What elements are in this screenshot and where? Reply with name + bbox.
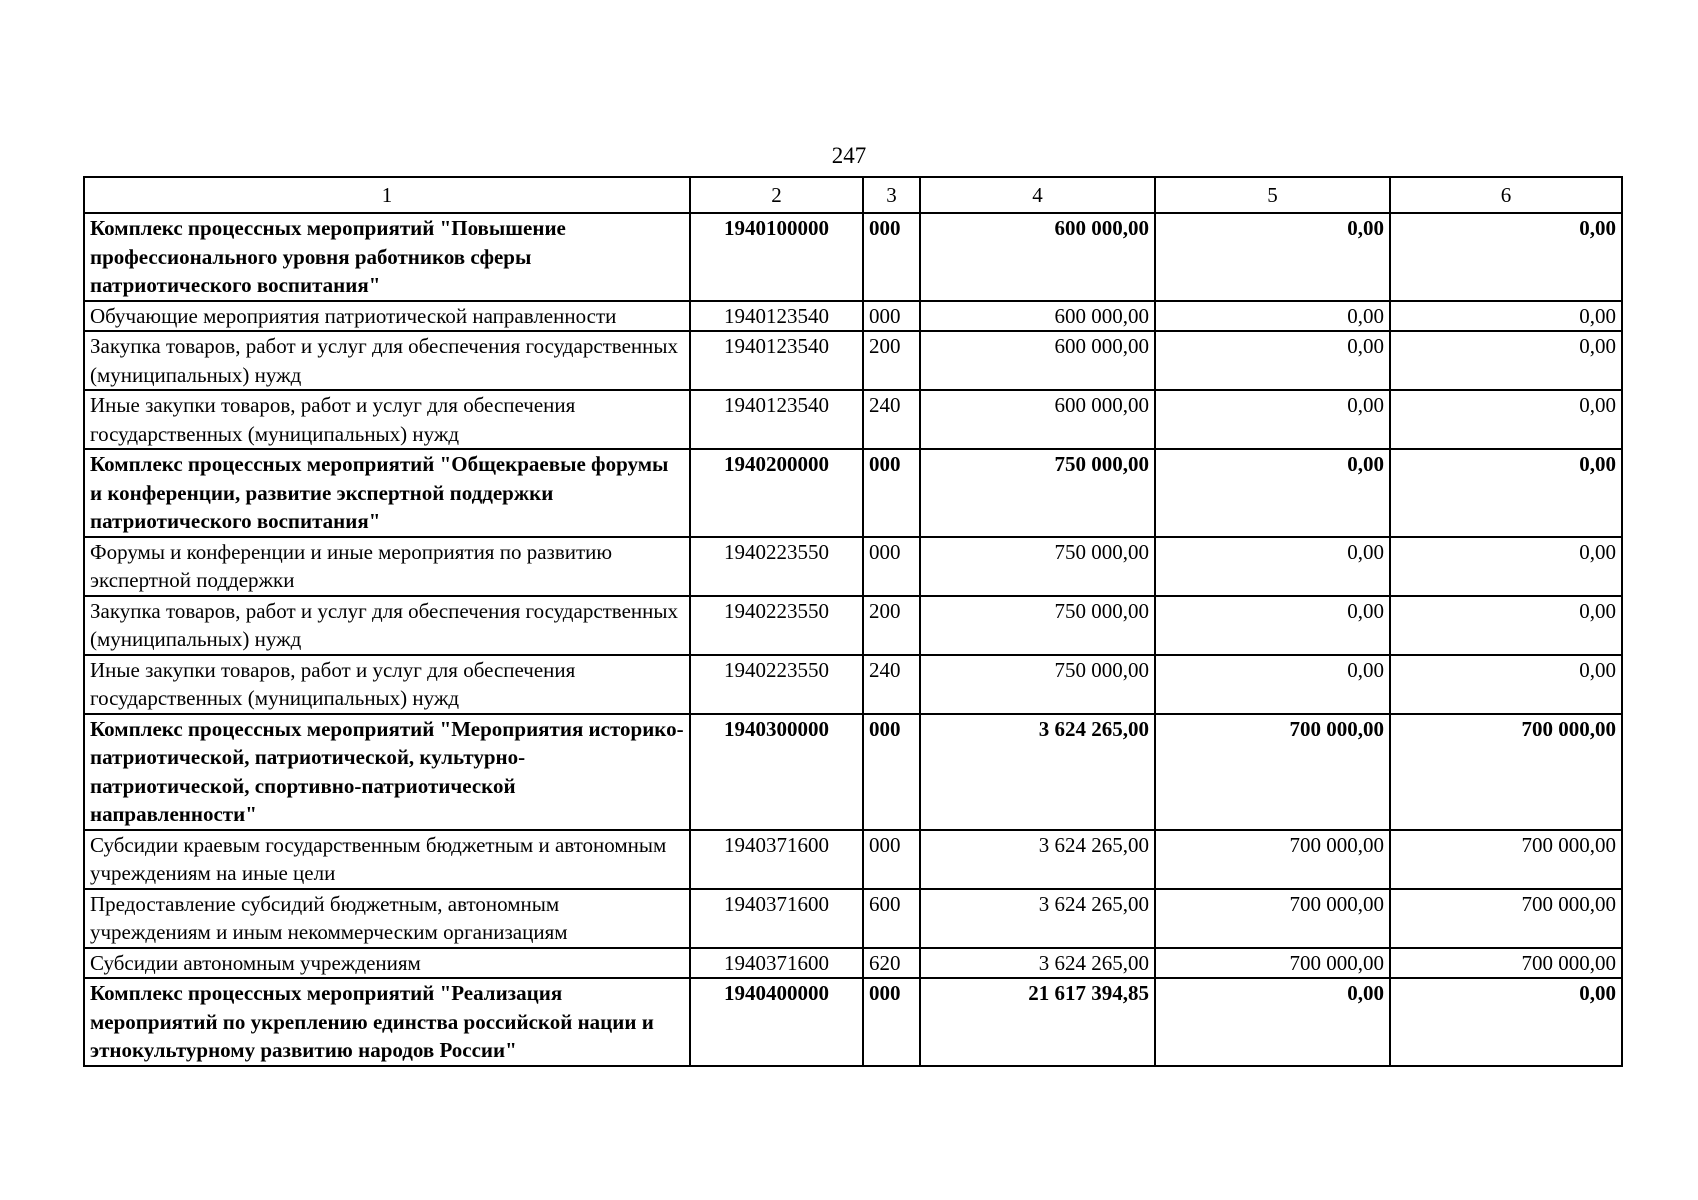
row-value-col6-cell: 0,00 [1390,537,1622,596]
row-code-cell: 1940223550 [690,596,863,655]
row-value-col4-cell: 3 624 265,00 [920,948,1155,979]
column-header-1: 1 [84,177,690,213]
table-row [84,390,1622,449]
row-value-col4-cell: 750 000,00 [920,537,1155,596]
row-value-col4-cell: 3 624 265,00 [920,889,1155,948]
row-value-col4-cell: 21 617 394,85 [920,978,1155,1066]
table-row [84,213,1622,301]
table-row [84,449,1622,537]
row-value-col5-cell: 0,00 [1155,301,1390,332]
budget-table [83,176,1623,1067]
row-name-cell: Закупка товаров, работ и услуг для обеспечения государственных (муниципальных) нужд [84,596,690,655]
row-expense-type-cell: 600 [863,889,920,948]
row-value-col5-cell: 0,00 [1155,449,1390,537]
row-expense-type-cell: 000 [863,978,920,1066]
table-row [84,714,1622,830]
row-name-cell: Комплекс процессных мероприятий "Общекраевые форумы и конференции, развитие экспертной поддержки патриотического воспитания" [84,449,690,537]
row-code-cell: 1940400000 [690,978,863,1066]
row-name-cell: Иные закупки товаров, работ и услуг для обеспечения государственных (муниципальных) нужд [84,655,690,714]
row-name-cell: Субсидии краевым государственным бюджетным и автономным учреждениям на иные цели [84,830,690,889]
row-value-col6-cell: 0,00 [1390,449,1622,537]
row-value-col5-cell: 0,00 [1155,213,1390,301]
row-name-cell: Комплекс процессных мероприятий "Повышение профессионального уровня работников сферы патриотического воспитания" [84,213,690,301]
table-row [84,948,1622,979]
row-name-cell: Комплекс процессных мероприятий "Мероприятия историко-патриотической, патриотической, культурно-патриотической, спортивно-патриотической направленности" [84,714,690,830]
row-value-col4-cell: 3 624 265,00 [920,830,1155,889]
row-expense-type-cell: 620 [863,948,920,979]
row-code-cell: 1940371600 [690,889,863,948]
table-row [84,301,1622,332]
table-row [84,537,1622,596]
row-value-col4-cell: 750 000,00 [920,596,1155,655]
row-code-cell: 1940123540 [690,301,863,332]
row-expense-type-cell: 240 [863,655,920,714]
row-expense-type-cell: 000 [863,301,920,332]
row-value-col6-cell: 0,00 [1390,213,1622,301]
table-row [84,978,1622,1066]
row-code-cell: 1940200000 [690,449,863,537]
row-code-cell: 1940223550 [690,655,863,714]
row-value-col5-cell: 0,00 [1155,655,1390,714]
row-code-cell: 1940371600 [690,830,863,889]
row-code-cell: 1940123540 [690,390,863,449]
row-expense-type-cell: 000 [863,449,920,537]
row-value-col4-cell: 3 624 265,00 [920,714,1155,830]
row-value-col5-cell: 700 000,00 [1155,714,1390,830]
row-name-cell: Закупка товаров, работ и услуг для обеспечения государственных (муниципальных) нужд [84,331,690,390]
table-header [84,177,1622,213]
row-name-cell: Комплекс процессных мероприятий "Реализация мероприятий по укреплению единства российской нации и этнокультурному развитию народов России" [84,978,690,1066]
header-row [84,177,1622,213]
row-value-col6-cell: 0,00 [1390,331,1622,390]
row-code-cell: 1940100000 [690,213,863,301]
row-expense-type-cell: 200 [863,331,920,390]
column-header-6: 6 [1390,177,1622,213]
row-value-col6-cell: 0,00 [1390,655,1622,714]
row-value-col6-cell: 0,00 [1390,301,1622,332]
row-value-col5-cell: 700 000,00 [1155,830,1390,889]
row-code-cell: 1940223550 [690,537,863,596]
row-value-col6-cell: 700 000,00 [1390,948,1622,979]
row-value-col5-cell: 0,00 [1155,978,1390,1066]
table-row [84,331,1622,390]
row-code-cell: 1940123540 [690,331,863,390]
table-row [84,596,1622,655]
row-name-cell: Форумы и конференции и иные мероприятия по развитию экспертной поддержки [84,537,690,596]
row-expense-type-cell: 000 [863,213,920,301]
row-value-col5-cell: 0,00 [1155,537,1390,596]
row-value-col5-cell: 700 000,00 [1155,889,1390,948]
row-value-col4-cell: 600 000,00 [920,301,1155,332]
row-value-col4-cell: 750 000,00 [920,655,1155,714]
table-body [84,213,1622,1066]
page-number: 247 [831,143,867,168]
row-value-col4-cell: 600 000,00 [920,390,1155,449]
column-header-4: 4 [920,177,1155,213]
row-value-col6-cell: 700 000,00 [1390,714,1622,830]
row-value-col6-cell: 0,00 [1390,390,1622,449]
row-value-col5-cell: 0,00 [1155,331,1390,390]
row-value-col4-cell: 600 000,00 [920,213,1155,301]
row-value-col6-cell: 700 000,00 [1390,889,1622,948]
row-value-col6-cell: 700 000,00 [1390,830,1622,889]
row-code-cell: 1940300000 [690,714,863,830]
column-header-5: 5 [1155,177,1390,213]
row-expense-type-cell: 240 [863,390,920,449]
row-value-col5-cell: 700 000,00 [1155,948,1390,979]
row-expense-type-cell: 200 [863,596,920,655]
row-value-col5-cell: 0,00 [1155,596,1390,655]
row-value-col6-cell: 0,00 [1390,596,1622,655]
row-name-cell: Иные закупки товаров, работ и услуг для обеспечения государственных (муниципальных) нужд [84,390,690,449]
row-name-cell: Обучающие мероприятия патриотической направленности [84,301,690,332]
row-name-cell: Предоставление субсидий бюджетным, автономным учреждениям и иным некоммерческим организациям [84,889,690,948]
row-name-cell: Субсидии автономным учреждениям [84,948,690,979]
row-expense-type-cell: 000 [863,537,920,596]
row-value-col4-cell: 600 000,00 [920,331,1155,390]
row-code-cell: 1940371600 [690,948,863,979]
row-value-col4-cell: 750 000,00 [920,449,1155,537]
row-value-col5-cell: 0,00 [1155,390,1390,449]
column-header-2: 2 [690,177,863,213]
row-value-col6-cell: 0,00 [1390,978,1622,1066]
table-row [84,830,1622,889]
column-header-3: 3 [863,177,920,213]
table-row [84,889,1622,948]
row-expense-type-cell: 000 [863,714,920,830]
table-row [84,655,1622,714]
row-expense-type-cell: 000 [863,830,920,889]
